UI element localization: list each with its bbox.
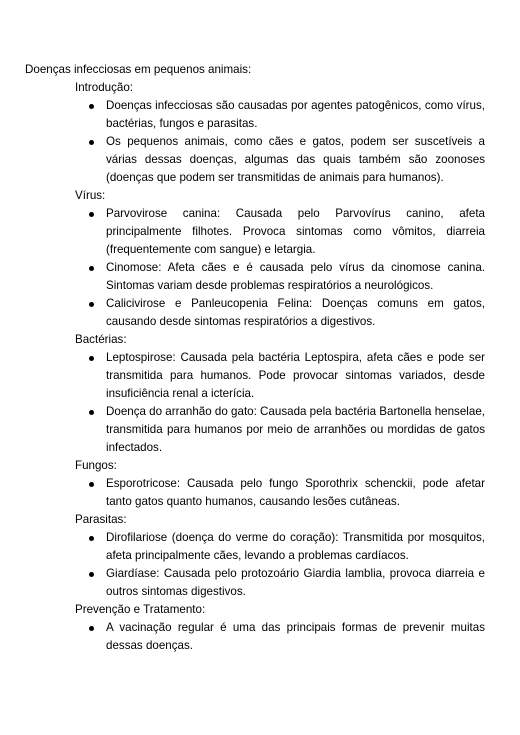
bullet-list <box>75 205 485 331</box>
list-item <box>75 529 485 565</box>
list-item <box>75 349 485 403</box>
list-item <box>75 259 485 295</box>
bullet-list <box>75 619 485 655</box>
section-bacterias <box>75 331 485 457</box>
list-item-text: Esporotricose: Causada pelo fungo Sporothrix schenckii, pode afetar tanto gatos quanto humanos, causando lesões cutâneas. <box>106 477 485 508</box>
bullet-icon <box>89 536 94 541</box>
bullet-icon <box>89 266 94 271</box>
bullet-icon <box>89 410 94 415</box>
list-item-text: A vacinação regular é uma das principais formas de prevenir muitas dessas doenças. <box>106 621 485 652</box>
section-heading: Parasitas: <box>75 513 127 526</box>
section-heading: Vírus: <box>75 189 106 202</box>
bullet-icon <box>89 482 94 487</box>
bullet-icon <box>89 356 94 361</box>
list-item-text: Doença do arranhão do gato: Causada pela bactéria Bartonella henselae, transmitida para humanos por meio de arranhões ou mordidas de gatos infectados. <box>106 405 485 454</box>
list-item <box>75 565 485 601</box>
section-heading: Introdução: <box>75 81 134 94</box>
list-item <box>75 403 485 457</box>
section-fungos <box>75 457 485 511</box>
document-title: Doenças infecciosas em pequenos animais: <box>25 63 252 76</box>
list-item-text: Os pequenos animais, como cães e gatos, podem ser suscetíveis a várias dessas doenças, algumas das quais também são zoonoses (doenças que podem ser transmitidas de animais para humanos). <box>106 135 485 184</box>
list-item-text: Leptospirose: Causada pela bactéria Leptospira, afeta cães e pode ser transmitida para humanos. Pode provocar sintomas variados, desde insuficiência renal a icterícia. <box>106 351 485 400</box>
bullet-list <box>75 97 485 187</box>
list-item <box>75 295 485 331</box>
list-item-text: Dirofilariose (doença do verme do coração): Transmitida por mosquitos, afeta principalmente cães, levando a problemas cardíacos. <box>106 531 485 562</box>
section-heading: Bactérias: <box>75 333 127 346</box>
list-item-text: Giardíase: Causada pelo protozoário Giardia lamblia, provoca diarreia e outros sintomas digestivos. <box>106 567 485 598</box>
section-heading: Prevenção e Tratamento: <box>75 603 206 616</box>
bullet-list <box>75 475 485 511</box>
list-item-text: Calicivirose e Panleucopenia Felina: Doenças comuns em gatos, causando desde sintomas respiratórios a digestivos. <box>106 297 485 328</box>
bullet-list <box>75 529 485 601</box>
bullet-icon <box>89 626 94 631</box>
section-prevencao <box>75 601 485 655</box>
bullet-icon <box>89 302 94 307</box>
list-item <box>75 619 485 655</box>
list-item-text: Doenças infecciosas são causadas por agentes patogênicos, como vírus, bactérias, fungos e parasitas. <box>106 99 485 130</box>
list-item <box>75 97 485 133</box>
bullet-list <box>75 349 485 457</box>
list-item-text: Cinomose: Afeta cães e é causada pelo vírus da cinomose canina. Sintomas variam desde problemas respiratórios a neurológicos. <box>106 261 485 292</box>
section-virus <box>75 187 485 331</box>
list-item <box>75 205 485 259</box>
document-body <box>75 79 485 655</box>
list-item <box>75 133 485 187</box>
section-introducao <box>75 79 485 187</box>
section-heading: Fungos: <box>75 459 117 472</box>
list-item <box>75 475 485 511</box>
list-item-text: Parvovirose canina: Causada pelo Parvovírus canino, afeta principalmente filhotes. Provoca sintomas como vômitos, diarreia (frequentemente com sangue) e letargia. <box>106 207 485 256</box>
bullet-icon <box>89 572 94 577</box>
bullet-icon <box>89 212 94 217</box>
bullet-icon <box>89 104 94 109</box>
bullet-icon <box>89 140 94 145</box>
section-parasitas <box>75 511 485 601</box>
